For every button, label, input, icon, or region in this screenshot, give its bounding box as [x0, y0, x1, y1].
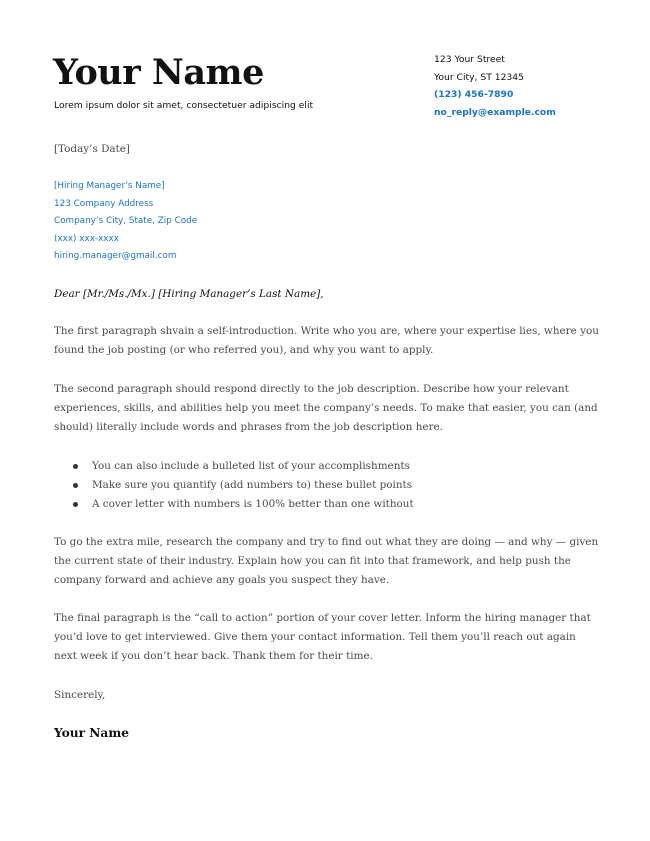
list-item-text: You can also include a bulleted list of your accomplishments: [92, 460, 410, 472]
applicant-name: Your Name: [53, 52, 264, 93]
paragraph-job-fit: [54, 380, 599, 438]
list-item: [54, 495, 599, 514]
paragraph-call-to-action: [54, 609, 599, 667]
paragraph-text: The second paragraph should respond directly to the job description. Describe how your relevant experiences, skills, and abilities help you meet the company’s needs. To make that easier, you can (and should) literally include words and phrases from the job description here.: [54, 383, 598, 434]
paragraph-text: The final paragraph is the “call to action” portion of your cover letter. Inform the hiring manager that you’d love to get interviewed. Give them your contact information. Tell them you’ll reach out again next week if you don’t hear back. Thank them for their time.: [54, 612, 591, 663]
contact-block: [434, 51, 556, 122]
list-item: [54, 457, 599, 476]
paragraph-text: To go the extra mile, research the company and try to find out what they are doing — and why — given the current state of their industry. Explain how you can fit into that framework, and help push the company forward and achieve any goals you suspect they have.: [54, 536, 599, 587]
paragraph-introduction: [54, 322, 599, 360]
recipient-city: Company’s City, State, Zip Code: [54, 216, 198, 227]
closing: Sincerely,: [54, 689, 106, 701]
recipient-phone: (xxx) xxx-xxxx: [54, 233, 119, 244]
list-item-text: A cover letter with numbers is 100% better than one without: [92, 498, 414, 511]
list-item-text: Make sure you quantify (add numbers to) these bullet points: [92, 479, 413, 492]
recipient-block: [54, 178, 197, 266]
contact-phone: (123) 456-7890: [434, 89, 514, 101]
list-item: [54, 476, 599, 495]
bullet-icon: [73, 502, 78, 507]
recipient-email[interactable]: hiring.manager@gmail.com: [54, 251, 177, 262]
accomplishment-list: [54, 457, 599, 515]
recipient-name: [Hiring Manager’s Name]: [54, 181, 165, 191]
letter-date: [Today’s Date]: [54, 143, 130, 155]
contact-city: Your City, ST 12345: [434, 71, 524, 83]
paragraph-company-research: [54, 533, 599, 591]
signature-name: Your Name: [54, 726, 129, 740]
paragraph-text: The first paragraph shvain a self-introduction. Write who you are, where your expertise lies, where you found the job posting (or who referred you), and why you want to apply.: [54, 325, 599, 357]
applicant-tagline: Lorem ipsum dolor sit amet, consectetuer adipiscing elit: [54, 100, 314, 111]
recipient-address: 123 Company Address: [54, 198, 154, 209]
bullet-icon: [73, 483, 78, 488]
contact-street: 123 Your Street: [434, 54, 505, 65]
salutation: Dear [Mr./Ms./Mx.] [Hiring Manager’s Last Name],: [54, 288, 324, 300]
bullet-icon: [73, 464, 78, 469]
contact-email[interactable]: no_reply@example.com: [434, 107, 556, 119]
